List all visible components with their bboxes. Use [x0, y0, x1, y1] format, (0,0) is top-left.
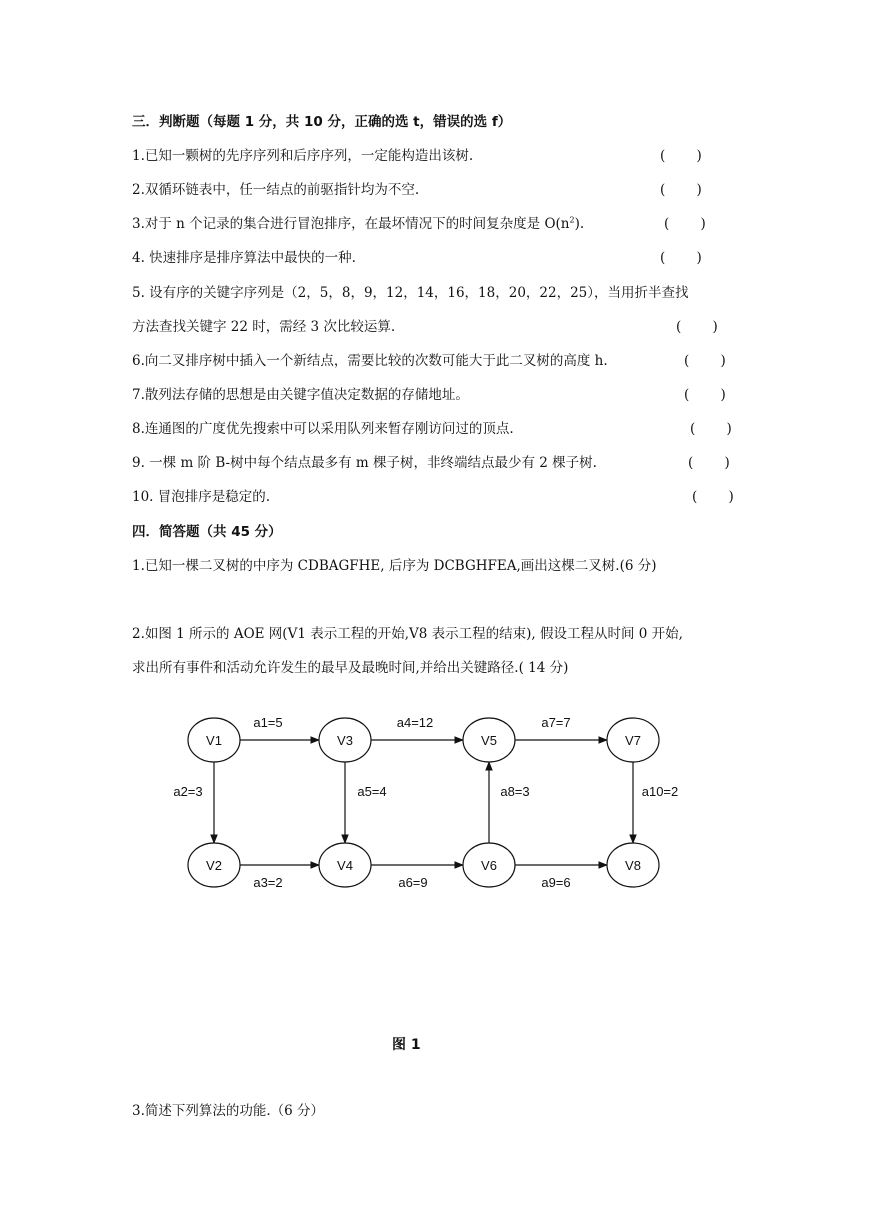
node-label-v5: V5 [481, 733, 497, 748]
answer-blank-3[interactable]: ( ) [664, 216, 706, 232]
tf-question-3-tail: ). [574, 216, 585, 232]
edge-label-a1: a1=5 [253, 715, 283, 730]
tf-question-1: 1.已知一颗树的先序序列和后序序列，一定能构造出该树. [132, 148, 474, 164]
answer-blank-4[interactable]: ( ) [660, 250, 702, 266]
node-label-v4: V4 [337, 858, 353, 873]
tf-question-5-cont: 方法查找关键字 22 时，需经 3 次比较运算. [132, 319, 396, 335]
tf-question-7: 7.散列法存储的思想是由关键字值决定数据的存储地址。 [132, 387, 469, 403]
short-answer-question-2-line2: 求出所有事件和活动允许发生的最早及最晚时间,并给出关键路径.( 14 分) [132, 660, 569, 676]
node-label-v7: V7 [625, 733, 641, 748]
edge-label-a7: a7=7 [541, 715, 571, 730]
answer-blank-9[interactable]: ( ) [688, 455, 730, 471]
figure-caption: 图 1 [392, 1037, 421, 1053]
tf-question-8: 8.连通图的广度优先搜索中可以采用队列来暂存刚访问过的顶点. [132, 421, 514, 437]
section3-title: 三．判断题（每题 1 分，共 10 分，正确的选 t，错误的选 f） [132, 114, 512, 130]
edge-label-a9: a9=6 [541, 875, 571, 890]
answer-blank-6[interactable]: ( ) [684, 353, 726, 369]
node-label-v2: V2 [206, 858, 222, 873]
answer-blank-8[interactable]: ( ) [690, 421, 732, 437]
section4-title: 四．简答题（共 45 分） [132, 524, 282, 540]
tf-question-3-main: 3.对于 n 个记录的集合进行冒泡排序，在最坏情况下的时间复杂度是 O(n [132, 216, 570, 232]
edge-label-a8: a8=3 [500, 784, 530, 799]
edge-label-a10: a10=2 [641, 784, 679, 799]
answer-blank-1[interactable]: ( ) [660, 148, 702, 164]
edge-label-a6: a6=9 [398, 875, 428, 890]
answer-blank-5[interactable]: ( ) [676, 319, 718, 335]
node-label-v3: V3 [337, 733, 353, 748]
short-answer-question-1: 1.已知一棵二叉树的中序为 CDBAGFHE, 后序为 DCBGHFEA,画出这棵二叉树.(6 分) [132, 558, 657, 574]
edge-label-a4: a4=12 [396, 715, 434, 730]
tf-question-2: 2.双循环链表中，任一结点的前驱指针均为不空. [132, 182, 420, 198]
edge-label-a2: a2=3 [173, 784, 203, 799]
node-label-v6: V6 [481, 858, 497, 873]
answer-blank-10[interactable]: ( ) [692, 489, 734, 505]
tf-question-5: 5. 设有序的关键字序列是（2，5，8，9，12，14，16，18，20，22，25），当用折半查找 [132, 285, 689, 301]
tf-question-6: 6.向二叉排序树中插入一个新结点，需要比较的次数可能大于此二叉树的高度 h. [132, 353, 608, 369]
tf-question-3-exponent: 2 [569, 215, 575, 225]
tf-question-4: 4. 快速排序是排序算法中最快的一种. [132, 250, 356, 266]
node-label-v1: V1 [206, 733, 222, 748]
answer-blank-7[interactable]: ( ) [684, 387, 726, 403]
edge-label-a5: a5=4 [357, 784, 387, 799]
edge-label-a3: a3=2 [253, 875, 283, 890]
tf-question-9: 9. 一棵 m 阶 B-树中每个结点最多有 m 棵子树，非终端结点最少有 2 棵子树. [132, 455, 597, 471]
node-label-v8: V8 [625, 858, 641, 873]
short-answer-question-3: 3.简述下列算法的功能.（6 分） [132, 1103, 325, 1119]
short-answer-question-2-line1: 2.如图 1 所示的 AOE 网(V1 表示工程的开始,V8 表示工程的结束), 假设工程从时间 0 开始, [132, 626, 683, 642]
answer-blank-2[interactable]: ( ) [660, 182, 702, 198]
tf-question-10: 10. 冒泡排序是稳定的. [132, 489, 271, 505]
